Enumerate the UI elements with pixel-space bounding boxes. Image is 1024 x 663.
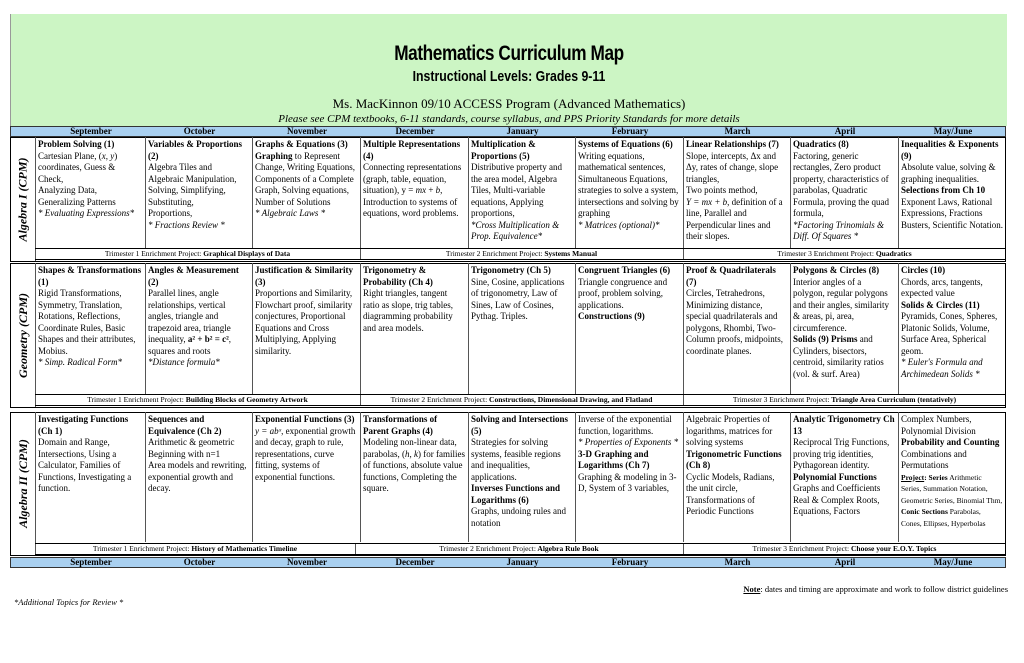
month-label: February bbox=[611, 557, 649, 567]
month-header-bottom bbox=[10, 557, 1006, 568]
note-text: : dates and timing are approximate and work to follow district guidelines bbox=[760, 584, 1008, 594]
column-divider bbox=[790, 412, 791, 542]
month-label: January bbox=[506, 126, 539, 136]
topic-cell: Justification & Similarity (3) Proportions and Similarity, Flowchart proof, similarity conjectures, Proportional Equations and Cross Multiplying, Applying similarity. bbox=[255, 265, 353, 356]
column-divider bbox=[360, 412, 361, 542]
enrichment-project-row bbox=[35, 394, 1006, 406]
month-label: November bbox=[287, 557, 327, 567]
month-label: September bbox=[70, 557, 112, 567]
standards-note: Please see CPM textbooks, 6-11 standards, course syllabus, and PPS Priority Standards for more details bbox=[278, 113, 740, 125]
topic-cell: Multiplication & Proportions (5) Distributive property and the area model, Algebra Tiles, Multi-variable equations, Applying proportions, *Cross Multiplication & Prop. Equivalence* bbox=[471, 139, 562, 241]
enrichment-project: Trimester 2 Enrichment Project: Constructions, Dimensional Drawing, and Flatland bbox=[390, 395, 653, 404]
month-label: May/June bbox=[933, 126, 973, 136]
course-label-text: Algebra II (CPM) bbox=[15, 439, 30, 528]
topic-cell: Systems of Equations (6) Writing equations, mathematical sentences, Simultaneous Equations, strategies to solve a system, intersections and solving by graphing * Matrices (optional)* bbox=[578, 139, 679, 230]
column-divider bbox=[683, 412, 684, 542]
column-divider bbox=[898, 412, 899, 542]
column-divider bbox=[683, 137, 684, 248]
column-divider bbox=[790, 263, 791, 394]
month-label: April bbox=[834, 557, 856, 567]
topic-cell: Algebraic Properties of logarithms, matrices for solving systems Trigonometric Functions (Ch 8) Cyclic Models, Radians, the unit circle, Transformations of Periodic Functions bbox=[686, 414, 782, 516]
topic-cell: Trigonometry & Probability (Ch 4) Right triangles, tangent ratio as slope, trig tables, diagramming probability and area models. bbox=[363, 265, 453, 333]
column-divider bbox=[252, 263, 253, 394]
topic-cell: Proof & Quadrilaterals (7) Circles, Tetrahedrons, Minimizing distance, special quadrilaterals and polygons, Rhombi, Two-Column proofs, midpoints, coordinate planes. bbox=[686, 265, 784, 356]
column-divider bbox=[360, 263, 361, 394]
project-divider bbox=[360, 395, 361, 405]
note-label: Note bbox=[743, 584, 761, 594]
topic-cell: Congruent Triangles (6) Triangle congruence and proof, problem solving, applications. Constructions (9) bbox=[578, 265, 671, 321]
column-divider bbox=[898, 263, 899, 394]
month-header-top bbox=[10, 126, 1006, 137]
column-divider bbox=[790, 137, 791, 248]
project-divider bbox=[360, 249, 361, 259]
topic-cell: Analytic Trigonometry Ch 13 Reciprocal Trig Functions, proving trig identities, Pythagorean identity. Polynomial Functions Graphs and Coefficients Real & Complex Roots, Equations, Factors bbox=[793, 414, 895, 516]
topic-cell: Inverse of the exponential function, logarithms. * Properties of Exponents * 3-D Graphing and Logarithms (Ch 7) Graphing & modeling in 3-D, System of 3 variables, bbox=[578, 414, 679, 493]
header-banner bbox=[10, 14, 1007, 126]
topic-cell: Shapes & Transformations (1) Rigid Transformations, Symmetry, Translation, Rotations, Reflections, Coordinate Rules, Basic Shapes and their attributes, Mobius. * Simp. Radical Form* bbox=[38, 265, 142, 367]
enrichment-project: Trimester 1 Enrichment Project: Building Blocks of Geometry Artwork bbox=[87, 395, 308, 404]
month-label: December bbox=[395, 557, 435, 567]
column-divider bbox=[145, 137, 146, 248]
month-label: April bbox=[834, 126, 856, 136]
course-label bbox=[12, 137, 34, 261]
column-divider bbox=[575, 137, 576, 248]
month-label: December bbox=[395, 126, 435, 136]
column-divider bbox=[468, 412, 469, 542]
enrichment-project: Trimester 3 Enrichment Project: Triangle Area Curriculum (tentatively) bbox=[732, 395, 957, 404]
page-title: Mathematics Curriculum Map bbox=[394, 42, 624, 65]
enrichment-project-row bbox=[35, 248, 1006, 260]
column-divider bbox=[252, 412, 253, 542]
topic-cell: Polygons & Circles (8) Interior angles of a polygon, regular polygons and their angles, similarity & areas, pi, area, circumference. Solids (9) Prisms and Cylinders, bisectors, centroid, similarity ratios (vol. & surf. Area) bbox=[793, 265, 889, 379]
column-divider bbox=[145, 412, 146, 542]
column-divider bbox=[145, 263, 146, 394]
month-label: May/June bbox=[933, 557, 973, 567]
topic-cell: Linear Relationships (7) Slope, intercepts, Δx and Δy, rates of change, slope triangles, Two points method, Y = mx + b, definition of a line, Parallel and Perpendicular lines and their slopes. bbox=[686, 139, 783, 241]
topic-cell: Multiple Representations (4) Connecting representations (graph, table, equation, situation), y = mx + b, Introduction to systems of equations, word problems. bbox=[363, 139, 462, 218]
topic-cell: Variables & Proportions (2) Algebra Tiles and Algebraic Manipulation, Solving, Simplifying, Substituting, Proportions, * Fractions Review * bbox=[148, 139, 243, 230]
month-label: January bbox=[506, 557, 539, 567]
topic-cell: Complex Numbers, Polynomial Division Probability and Counting Combinations and Permutations Project: Series Arithmetic Series, Summation Notation, Geometric Series, Binomial Thm, Conic Sections Parabolas, Cones, Ellipses, Hyperbolas bbox=[901, 414, 1003, 528]
month-label: October bbox=[183, 557, 216, 567]
additional-topics-note: *Additional Topics for Review * bbox=[14, 597, 124, 607]
topic-cell: Transformations of Parent Graphs (4) Modeling non-linear data, parabolas, (h, k) for families of functions, absolute value functions, Completing the square. bbox=[363, 414, 465, 493]
enrichment-project: Trimester 2 Enrichment Project: Algebra Rule Book bbox=[439, 544, 599, 553]
topic-cell: Graphs & Equations (3) Graphing to Represent Change, Writing Equations, Components of a Complete Graph, Solving equations, Number of Solutions * Algebraic Laws * bbox=[255, 139, 355, 218]
enrichment-project-row bbox=[35, 543, 1006, 555]
column-divider bbox=[575, 412, 576, 542]
topic-cell: Sequences and Equivalence (Ch 2) Arithmetic & geometric Beginning with n=1 Area models and rewriting, exponential growth and decay. bbox=[148, 414, 247, 493]
column-divider bbox=[468, 137, 469, 248]
month-label: September bbox=[70, 126, 112, 136]
topic-cell: Solving and Intersections (5) Strategies for solving systems, feasible regions and inequalities, applications. Inverses Functions and Logarithms (6) Graphs, undoing rules and notation bbox=[471, 414, 569, 528]
course-label bbox=[12, 263, 34, 407]
enrichment-project: Trimester 1 Enrichment Project: History of Mathematics Timeline bbox=[92, 544, 298, 553]
project-divider bbox=[683, 249, 684, 259]
program-line: Ms. MacKinnon 09/10 ACCESS Program (Advanced Mathematics) bbox=[332, 96, 686, 111]
topic-cell: Angles & Measurement (2) Parallel lines, angle relationships, vertical angles, triangle and trapezoid area, triangle inequality, a² + b² = c², squares and roots *Distance formula* bbox=[148, 265, 239, 367]
month-label: November bbox=[287, 126, 327, 136]
footer-note bbox=[743, 584, 1008, 594]
column-divider bbox=[898, 137, 899, 248]
topic-cell: Problem Solving (1) Cartesian Plane, (x, y) coordinates, Guess & Check, Analyzing Data, Generalizing Patterns * Evaluating Expressions* bbox=[38, 139, 135, 218]
enrichment-project: Trimester 3 Enrichment Project: Choose your E.O.Y. Topics bbox=[752, 544, 937, 553]
enrichment-project: Trimester 2 Enrichment Project: Systems Manual bbox=[445, 249, 598, 258]
topic-cell: Exponential Functions (3) y = abˣ, exponential growth and decay, graph to rule, representations, curve fitting, systems of exponential functions. bbox=[255, 414, 356, 482]
course-label bbox=[12, 412, 34, 555]
month-label: March bbox=[724, 126, 751, 136]
topic-cell: Inequalities & Exponents (9) Absolute value, solving & graphing inequalities. Selections from Ch 10 Exponent Laws, Rational Expressions, Fractions Busters, Scientific Notation. bbox=[901, 139, 1003, 230]
enrichment-project: Trimester 1 Enrichment Project: Graphical Displays of Data bbox=[104, 249, 291, 258]
topic-cell: Investigating Functions (Ch 1) Domain and Range, Intersections, Using a Calculator, Families of Functions, Investigating a function. bbox=[38, 414, 132, 493]
month-label: March bbox=[724, 557, 751, 567]
enrichment-project: Trimester 3 Enrichment Project: Quadratics bbox=[777, 249, 912, 258]
course-label-text: Algebra I (CPM) bbox=[15, 157, 30, 241]
project-divider bbox=[683, 395, 684, 405]
course-label-text: Geometry (CPM) bbox=[15, 292, 30, 378]
month-label: October bbox=[183, 126, 216, 136]
project-divider bbox=[355, 544, 356, 554]
column-divider bbox=[575, 263, 576, 394]
topic-cell: Quadratics (8) Factoring, generic rectangles, Zero product property, characteristics of parabolas, Quadratic Formula, proving the quad formula, *Factoring Trinomials & Diff. Of Squares * bbox=[793, 139, 889, 241]
topic-cell: Circles (10) Chords, arcs, tangents, expected value Solids & Circles (11) Pyramids, Cones, Spheres, Platonic Solids, Volume, Surface Area, Spherical geom. * Euler's Formula and Archimedean Solids * bbox=[901, 265, 998, 379]
month-label: February bbox=[611, 126, 649, 136]
column-divider bbox=[360, 137, 361, 248]
topic-cell: Trigonometry (Ch 5) Sine, Cosine, applications of trigonometry, Law of Sines, Law of Cosines, Pythag. Triples. bbox=[471, 265, 565, 321]
page-subtitle: Instructional Levels: Grades 9-11 bbox=[412, 68, 606, 85]
column-divider bbox=[683, 263, 684, 394]
column-divider bbox=[468, 263, 469, 394]
column-divider bbox=[252, 137, 253, 248]
project-divider bbox=[683, 544, 684, 554]
